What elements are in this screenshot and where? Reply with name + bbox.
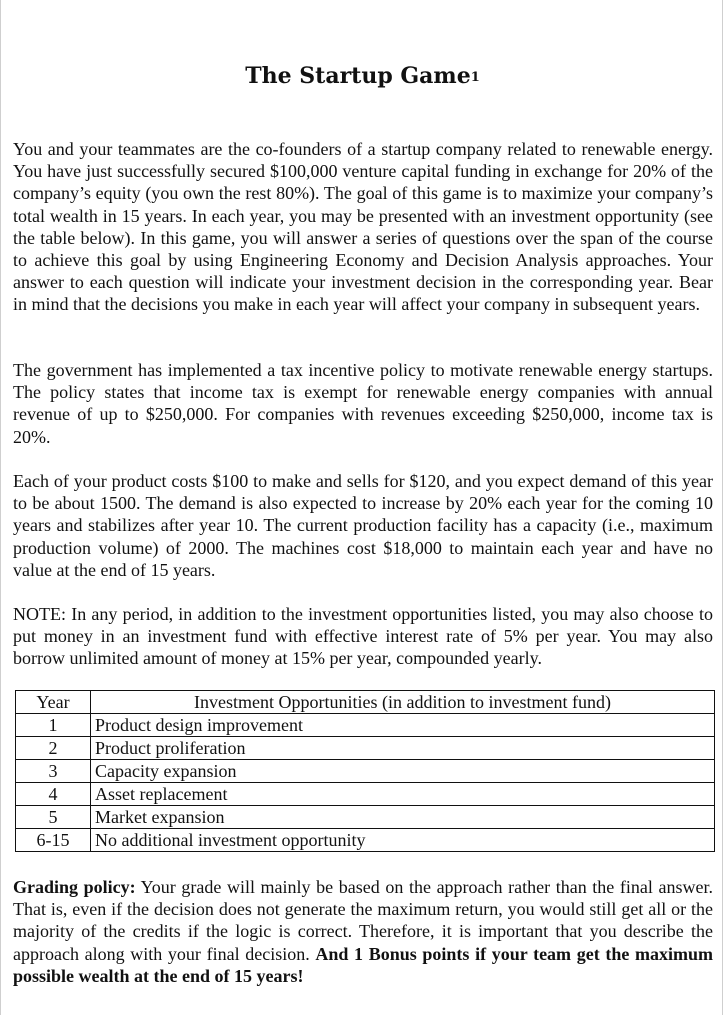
opportunity-cell: Asset replacement [91, 783, 715, 806]
opportunity-cell: Product design improvement [91, 714, 715, 737]
table-row [16, 806, 715, 829]
opportunity-cell: No additional investment opportunity [91, 829, 715, 852]
year-cell: 6-15 [16, 829, 91, 852]
year-cell: 3 [16, 760, 91, 783]
year-cell: 1 [16, 714, 91, 737]
title-text: The Startup Game [245, 63, 471, 89]
table-header-row [16, 691, 715, 714]
year-cell: 5 [16, 806, 91, 829]
opportunity-cell: Product proliferation [91, 737, 715, 760]
table-row [16, 829, 715, 852]
investment-opportunities-table [15, 690, 715, 852]
table-row [16, 714, 715, 737]
product-paragraph: Each of your product costs $100 to make and sells for $120, and you expect demand of this year to be about 1500. The demand is also expected to increase by 20% each year for the coming 10 years and stabilizes after year 10. The current production facility has a capacity (i.e., maximum production volume) of 2000. The machines cost $18,000 to maintain each year and have no value at the end of 15 years. [13, 471, 713, 580]
grading-paragraph [13, 876, 713, 987]
table-row [16, 760, 715, 783]
grading-label: Grading policy: [13, 877, 136, 897]
opportunity-cell: Market expansion [91, 806, 715, 829]
title-footnote-marker: 1 [470, 70, 480, 85]
header-year: Year [16, 691, 91, 714]
page-title [1, 60, 723, 92]
intro-paragraph: You and your teammates are the co-founders of a startup company related to renewable energy. You have just successfully secured $100,000 venture capital funding in exchange for 20% of the company’s equity (you own the rest 80%). The goal of this game is to maximize your company’s total wealth in 15 years. In each year, you may be presented with an investment opportunity (see the table below). In this game, you will answer a series of questions over the span of the course to achieve this goal by using Engineering Economy and Decision Analysis approaches. Your answer to each question will indicate your investment decision in the corresponding year. Bear in mind that the decisions you make in each year will affect your company in subsequent years. [13, 139, 713, 315]
grading-body: Your grade will mainly be based on the approach rather than the final answer. That is, even if the decision does not generate the maximum return, you would still get all or the majority of the credits if the logic is correct. Therefore, it is important that you describe the approach along with your final decision. [13, 877, 713, 964]
table-row [16, 737, 715, 760]
year-cell: 4 [16, 783, 91, 806]
header-opportunities: Investment Opportunities (in addition to investment fund) [91, 691, 715, 714]
tax-paragraph: The government has implemented a tax incentive policy to motivate renewable energy startups. The policy states that income tax is exempt for renewable energy companies with annual revenue of up to $250,000. For companies with revenues exceeding $250,000, income tax is 20%. [13, 360, 713, 447]
year-cell: 2 [16, 737, 91, 760]
opportunity-cell: Capacity expansion [91, 760, 715, 783]
table-row [16, 783, 715, 806]
grading-bonus: And 1 Bonus points if your team get the maximum possible wealth at the end of 15 years! [13, 943, 713, 986]
note-paragraph: NOTE: In any period, in addition to the investment opportunities listed, you may also choose to put money in an investment fund with effective interest rate of 5% per year. You may also borrow unlimited amount of money at 15% per year, compounded yearly. [13, 604, 713, 669]
